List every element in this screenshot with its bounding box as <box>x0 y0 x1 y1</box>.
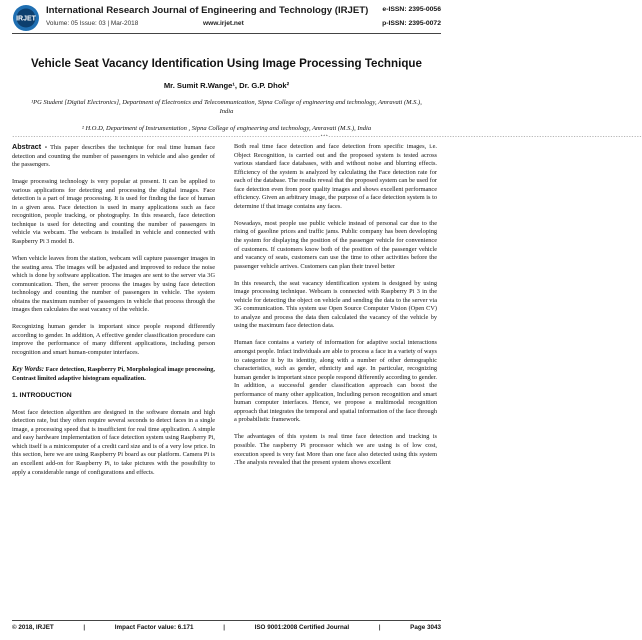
abstract-paragraph-2: When vehicle leaves from the station, webcam will capture passenger images in the seating area. The images will be adjusted and improved to reduce the noise which is done by software application. The images are sent to the server via 3G communication. Then, the server process the images by using face detection technology and counting the number of passengers in vehicle. The system obtains the maximum number of passengers in vehicle that process through the images then calculates the seat vacancy of the vehicle. <box>12 255 215 314</box>
right-column <box>234 143 437 476</box>
paper-title: Vehicle Seat Vacancy Identification Using Image Processing Technique <box>31 57 422 70</box>
keywords-label: Key Words: <box>12 366 45 374</box>
e-issn: e-ISSN: 2395-0056 <box>382 6 441 13</box>
journal-website: www.irjet.net <box>203 20 244 27</box>
affiliation-1: ¹PG Student [Digital Electronics], Department of Electronics and Telecommunication, Sipna College of engineering and technology, Amravati (M.S.), India <box>31 99 422 115</box>
footer-impact-factor: Impact Factor value: 6.171 <box>114 624 194 631</box>
footer-iso: ISO 9001:2008 Certified Journal <box>254 624 350 631</box>
right-paragraph-1: Both real time face detection and face detection from specific images, i.e. Object Recognition, is carried out and the proposed system is tested across various standard face databases, with and without noise and blurring effects. Efficiency of the system is analyzed by calculating the Face detection rate for each of the database. The results reveal that the proposed system can be used for face detection even from poor quality images and shows excellent performance efficiency. Given an arbitrary image, the purpose of a face detection system is to determine if that image contains any faces. <box>234 143 437 210</box>
affiliation-2: ² H.O.D, Department of Instrumentation , Sipna College of engineering and technology, Amravati (M.S.), India <box>81 125 372 132</box>
footer-page-number: Page 3043 <box>410 624 441 631</box>
footer-copyright: © 2018, IRJET <box>12 624 54 631</box>
intro-paragraph-1: Most face detection algorithm are designed in the software domain and high detection rate, but they often require several seconds to detect faces in a single image, a processing speed that is insufficient for real time application. A simple and easy hardware implementation of face detection system using Raspberry Pi, which itself is a minicomputer of a credit card size and is of a very low price. In this section, here we are using Raspberry Pi board as our platform. Camera Pi is an excellent add-on for Raspberry Pi, to take pictures with the possibility to apply a considerable range of configurations and effects. <box>12 408 215 476</box>
journal-header <box>0 0 453 36</box>
title-divider: ---------------------------------------------------------------------------------------------------------------------***----------------------------------------------------------------------------------------------------------------------- <box>12 135 642 140</box>
keywords <box>12 366 215 383</box>
section-heading-introduction: 1. INTRODUCTION <box>12 391 72 399</box>
footer-separator: | <box>83 624 86 631</box>
left-column <box>12 143 215 486</box>
volume-issue: Volume: 05 Issue: 03 | Mar-2018 <box>46 20 139 27</box>
abstract <box>12 143 215 170</box>
journal-title: International Research Journal of Engineering and Technology (IRJET) <box>46 5 369 16</box>
header-divider <box>12 33 441 34</box>
keywords-text: Face detection, Raspberry Pi, Morphological image processing, Contrast limited adaptive histogram equalization. <box>12 366 215 382</box>
right-paragraph-2: Nowadays, most people use public vehicle instead of personal car due to the rising of gasoline prices and traffic jams. Public company has been developing the system for displaying the position of the passenger vehicle for convenience of customers. If customers know both of the position of the passenger vehicle and vacancy of seats, customers can use the time to other activities before the passenger vehicle arrives. Customers can plan their travel better <box>234 219 437 270</box>
footer-divider <box>12 620 441 621</box>
irjet-logo-icon <box>12 4 40 32</box>
paper-authors: Mr. Sumit R.Wange¹, Dr. G.P. Dhok² <box>163 81 290 90</box>
abstract-paragraph-1: Image processing technology is very popular at present. It can be applied to various applications for detecting and processing the digital images. Face detection is a part of image processing. It is used for finding the face of human in a given area. Face detection is used in many applications such as face recognition, people tracking, or photography. In this research, face detection technique is used for detecting and counting the number of passengers in vehicle via webcam. The webcam is installed in vehicle and connected with Raspberry Pi 3 model B. <box>12 178 215 245</box>
abstract-label: Abstract - <box>12 142 48 151</box>
page-footer <box>12 624 441 631</box>
abstract-paragraph-3: Recognizing human gender is important since people respond differently according to gender. In addition, A effective gender classification procedure can improve the performance of many different applications, including person recognition and smart human-computer interfaces. <box>12 323 215 356</box>
abstract-text: This paper describes the technique for real time human face detection and counting the number of passengers in vehicle and also gender of the passengers. <box>12 144 215 169</box>
logo-text: IRJET <box>16 15 36 23</box>
footer-separator: | <box>378 624 381 631</box>
p-issn: p-ISSN: 2395-0072 <box>382 20 441 27</box>
right-paragraph-4: Human face contains a variety of information for adaptive social interactions amongst people. Infact individuals are able to process a face in a variety of ways to categorize it by its identity, along with a number of other demographic characteristics, such as gender, ethnicity and age. In particular, recognizing human gender is important since people respond differently according to gender. In addition, a successful gender classification approach can boost the performance of many other application, Including person recognition and smart human computer interfaces. Hence, we propose a multimodal recognition approach that integrates the temporal and spatial information of the face through a probabilistic framework. <box>234 339 437 424</box>
right-paragraph-3: In this research, the seat vacancy identification system is designed by using image processing technique. Webcam is connected with Raspberry Pi 3 in the vehicle for detecting the object on vehicle and sending the data to the server via 3G communication. This system use Open Source Computer Vision (Open CV) to analyze and process the data then calculated the vacancy of the vehicle by using the maximum face detection data. <box>234 279 437 330</box>
footer-separator: | <box>223 624 225 631</box>
right-paragraph-5: The advantages of this system is real time face detection and tracking is possible. The raspberry Pi processor which we are using is of low cost, execution speed is very fast More than one face also detected using this system .The analysis revealed that the present system shows excellent <box>234 433 437 467</box>
